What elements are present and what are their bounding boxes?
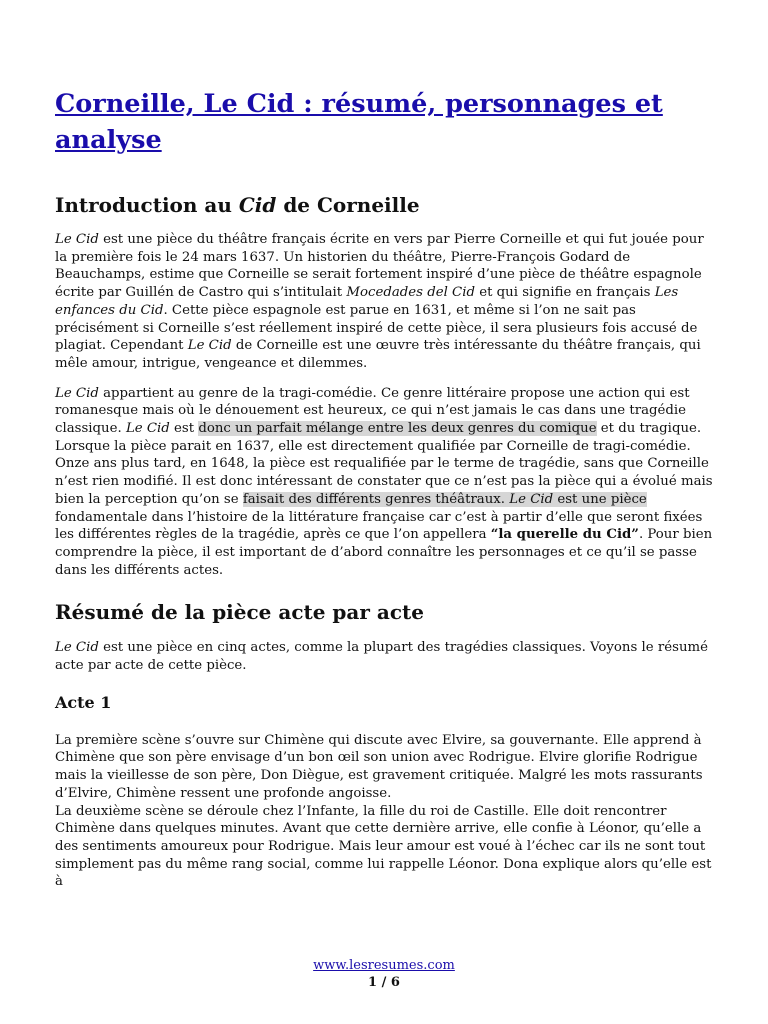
intro-heading-text-2: de Corneille — [276, 193, 420, 217]
page-title — [55, 86, 715, 158]
intro-p2-t12: . Pour bien comprendre la pièce, il est important de d’abord connaître les personnages et ce qu’il se passe dans les différents actes. — [55, 527, 713, 578]
intro-p1-t5: Les enfances du Cid — [55, 285, 679, 318]
intro-paragraph-2 — [55, 385, 715, 580]
highlight-2-end: est une pièce — [553, 491, 647, 507]
intro-p1-t3: Mocedades del Cid — [346, 285, 475, 301]
intro-p1-t1: Le Cid — [55, 232, 99, 247]
page-number: 1 / 6 — [368, 975, 400, 990]
acte1-paragraph-1: La première scène s’ouvre sur Chimène qui discute avec Elvire, sa gouvernante. Elle apprend à Chimène que son père envisage d’un bon œil son union avec Rodrigue. Elvire glorifie Rodrigue mais la vieillesse de son père, Don Diègue, est gravement critiquée. Malgré les mots rassurants d’Elvire, Chimène ressent une profonde angoisse. — [55, 732, 703, 801]
title-link[interactable]: Corneille, Le Cid : résumé, personnages et analyse — [55, 89, 663, 155]
page-footer — [0, 957, 768, 991]
resume-paragraph — [55, 639, 715, 674]
highlight-2-italic: Le Cid — [509, 491, 554, 507]
intro-p2-t3: Le Cid — [125, 421, 170, 437]
acte1-paragraph-2: La deuxième scène se déroule chez l’Infante, la fille du roi de Castille. Elle doit rencontrer Chimène dans quelques minutes. Avant que cette dernière arrive, elle confie à Léonor, qu’elle a des sentiments amoureux pour Rodrigue. Mais leur amour est voué à l’échec car ils ne sont tout simplement pas du même rang social, comme lui rappelle Léonor. Dona explique alors qu’elle est à — [55, 803, 712, 890]
intro-p2-t1: Le Cid — [55, 385, 99, 401]
footer-url-link[interactable]: www.lesresumes.com — [313, 958, 455, 973]
acte1-heading: Acte 1 — [55, 692, 112, 712]
intro-p1-t8: de Corneille est une œuvre très intéressante du théâtre français, qui mêle amour, intrigue, vengeance et dilemmes. — [55, 338, 701, 371]
intro-p1-t2: est une pièce du théâtre français écrite en vers par Pierre Corneille et qui fut jouée pour la première fois le 24 mars 1637. Un historien du théâtre, Pierre-François Godard de Beauchamps, estime que Corneille se serait fortement inspiré d’une pièce de théâtre espagnole écrite par Guillén de Castro qui s’intitulait — [55, 232, 704, 301]
intro-p2-t4: est — [169, 421, 199, 437]
intro-p2-t10: fondamentale dans l’histoire de la littérature française car c’est à partir d’elle que seront fixées les différentes règles de la tragédie, après ce que l’on appellera — [55, 509, 703, 543]
intro-p2-t6: et du tragique. Lorsque la pièce parait en 1637, elle est directement qualifiée par Corneille de tragi-comédie. Onze ans plus tard, en 1648, la pièce est requalifiée par le terme de tragédie, sans que Corneille n’est rien modifié. Il est donc intéressant de constater que ce n’est pas la pièce qui a évolué mais bien la perception qu’on se — [55, 421, 713, 507]
intro-p2-t2: appartient au genre de la tragi-comédie. Ce genre littéraire propose une action qui est romanesque mais où le dénouement est heureux, ce qui n’est jamais le cas dans une tragédie classique. — [55, 385, 690, 437]
document-page — [55, 86, 715, 891]
highlight-2: faisait des différents genres théâtraux. — [242, 491, 510, 507]
resume-heading: Résumé de la pièce acte par acte — [55, 600, 424, 625]
resume-p1-t2: est une pièce en cinq actes, comme la plupart des tragédies classiques. Voyons le résumé acte par acte de cette pièce. — [55, 640, 708, 674]
resume-p1-t1: Le Cid — [55, 640, 99, 656]
intro-paragraph-1 — [55, 231, 715, 373]
intro-heading-italic: Cid — [238, 193, 277, 217]
querelle-du-cid: “la querelle du Cid” — [490, 527, 639, 543]
intro-heading — [55, 192, 715, 218]
highlight-1: donc un parfait mélange entre les deux genres du comique — [198, 421, 597, 437]
intro-p1-t6: . Cette pièce espagnole est parue en 1631, et même si l’on ne sait pas précisément si Corneille s’est réellement inspiré de cette pièce, il sera plusieurs fois accusé de plagiat. Cependant — [55, 302, 698, 354]
intro-p1-t4: et qui signifie en français — [475, 285, 655, 301]
intro-heading-text-1: Introduction au — [55, 193, 239, 217]
intro-p1-t7: Le Cid — [187, 338, 232, 354]
